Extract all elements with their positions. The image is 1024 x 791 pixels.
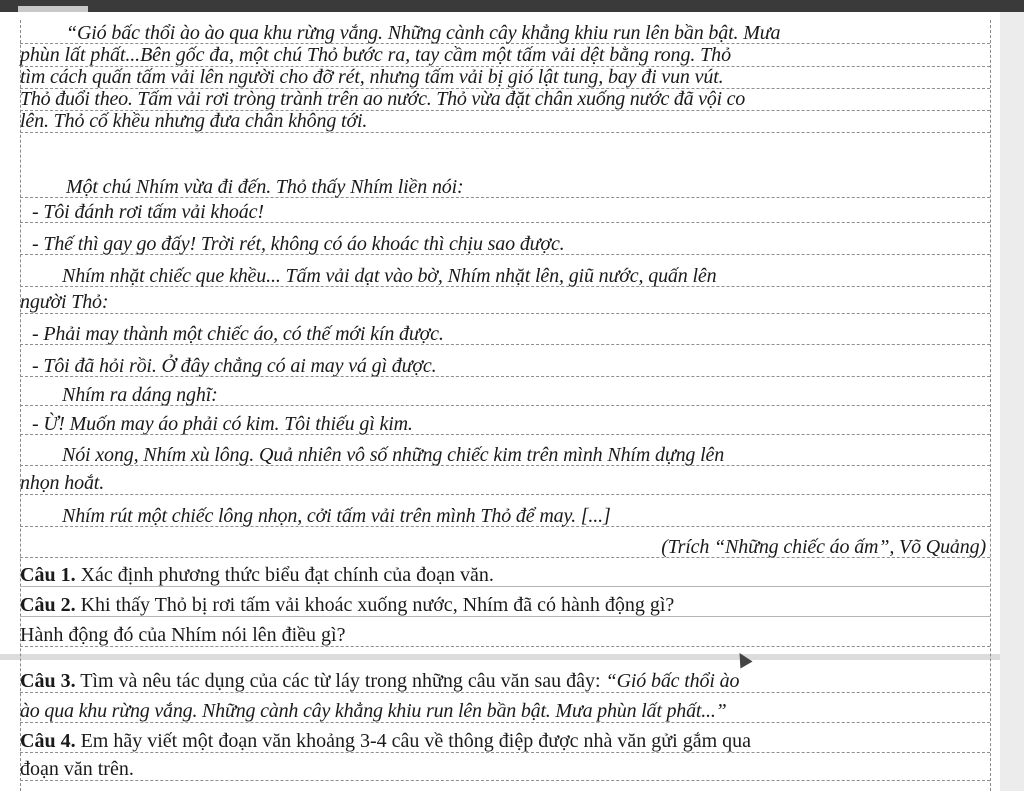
dialogue-line: - Tôi đánh rơi tấm vải khoác! xyxy=(20,201,990,223)
question-4-cont: đoạn văn trên. xyxy=(20,758,990,781)
question-quote: “Gió bấc thổi ào xyxy=(605,670,740,692)
dialogue-line: - Ừ! Muốn may áo phải có kim. Tôi thiếu gì kim. xyxy=(20,413,990,435)
story-line: lên. Thỏ cố khều nhưng đưa chân không tới. xyxy=(20,110,990,133)
question-text: Xác định phương thức biểu đạt chính của đoạn văn. xyxy=(75,564,494,586)
story-line: “Gió bấc thổi ào ào qua khu rừng vắng. Những cành cây khẳng khiu run lên bần bật. Mưa xyxy=(20,22,990,44)
story-line: người Thỏ: xyxy=(20,291,990,314)
mouse-cursor-icon xyxy=(733,649,752,668)
story-line: tìm cách quấn tấm vải lên người cho đỡ rét, nhưng tấm vải bị gió lật tung, bay đi vun vút. xyxy=(20,66,990,89)
story-line: Thỏ đuổi theo. Tấm vải rơi tròng trành trên ao nước. Thỏ vừa đặt chân xuống nước đã vội co xyxy=(20,88,990,111)
source-citation: (Trích “Những chiếc áo ấm”, Võ Quảng) xyxy=(20,536,990,558)
page-margin-area xyxy=(1000,12,1024,791)
question-label: Câu 1. xyxy=(20,564,76,586)
question-2 xyxy=(20,594,990,617)
story-line: Nhím nhặt chiếc que khều... Tấm vải dạt vào bờ, Nhím nhặt lên, giũ nước, quấn lên xyxy=(20,265,990,287)
question-4 xyxy=(20,730,990,753)
story-line-spacer xyxy=(20,132,990,154)
question-text: Tìm và nêu tác dụng của các từ láy trong những câu văn sau đây: xyxy=(75,670,606,692)
question-3 xyxy=(20,670,990,693)
dialogue-line: - Tôi đã hỏi rồi. Ở đây chẳng có ai may vá gì được. xyxy=(20,355,990,377)
question-label: Câu 3. xyxy=(20,670,76,692)
question-label: Câu 4. xyxy=(20,730,76,752)
dialogue-line: - Thế thì gay go đấy! Trời rét, không có áo khoác thì chịu sao được. xyxy=(20,233,990,255)
question-2-cont: Hành động đó của Nhím nói lên điều gì? xyxy=(20,624,990,647)
story-line: phùn lất phất...Bên gốc đa, một chú Thỏ bước ra, tay cầm một tấm vải dệt bằng rong. Thỏ xyxy=(20,44,990,67)
page-break xyxy=(0,654,1000,660)
right-text-boundary xyxy=(990,20,991,791)
question-label: Câu 2. xyxy=(20,594,76,616)
story-line: Một chú Nhím vừa đi đến. Thỏ thấy Nhím liền nói: xyxy=(20,176,990,198)
question-3-quote: ào qua khu rừng vắng. Những cành cây khẳng khiu run lên bần bật. Mưa phùn lất phất...” xyxy=(20,700,990,723)
story-line: Nói xong, Nhím xù lông. Quả nhiên vô số những chiếc kim trên mình Nhím dựng lên xyxy=(20,444,990,466)
ruler-tab xyxy=(18,6,88,12)
story-line: Nhím ra dáng nghĩ: xyxy=(20,384,990,406)
story-line: Nhím rút một chiếc lông nhọn, cởi tấm vải trên mình Thỏ để may. [...] xyxy=(20,505,990,527)
story-line: nhọn hoắt. xyxy=(20,472,990,495)
question-text: Em hãy viết một đoạn văn khoảng 3-4 câu về thông điệp được nhà văn gửi gắm qua xyxy=(75,730,751,752)
question-text: Khi thấy Thỏ bị rơi tấm vải khoác xuống nước, Nhím đã có hành động gì? xyxy=(75,594,675,616)
question-1 xyxy=(20,564,990,587)
window-top-bar xyxy=(0,0,1024,12)
dialogue-line: - Phải may thành một chiếc áo, có thế mới kín được. xyxy=(20,323,990,345)
